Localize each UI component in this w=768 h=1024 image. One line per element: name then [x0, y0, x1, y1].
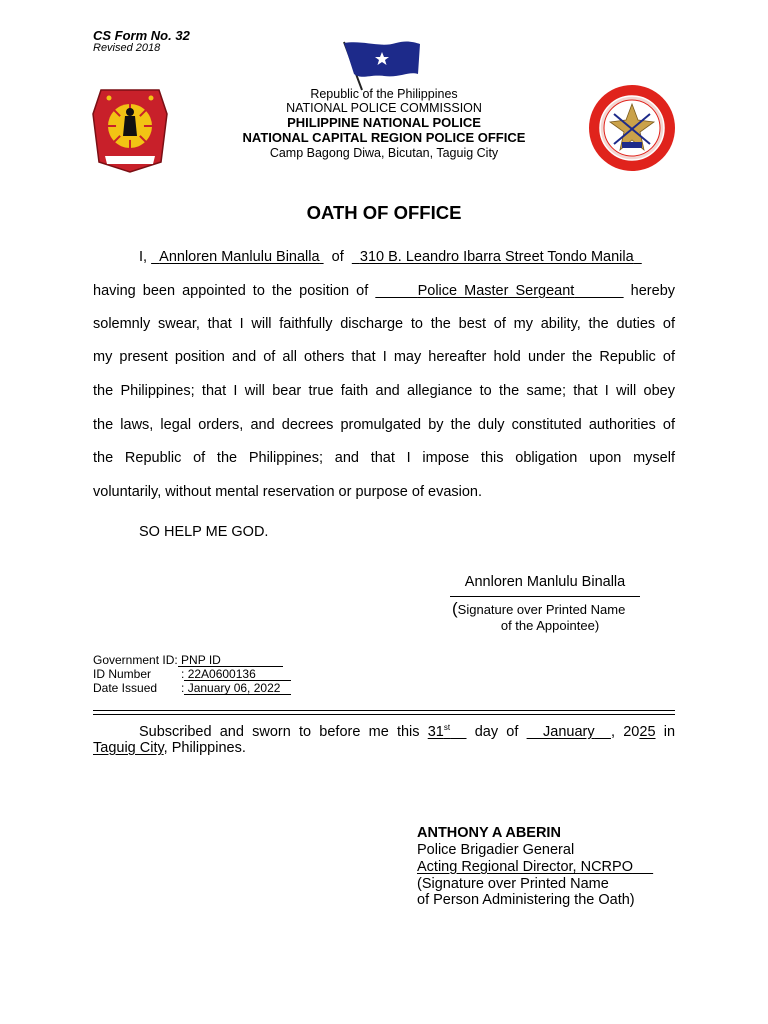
subscription-day-field: 31st	[427, 723, 451, 740]
administrator-rank: Police Brigadier General	[417, 842, 575, 858]
page-title: OATH OF OFFICE	[306, 202, 462, 223]
oath-closing: SO HELP ME GOD.	[139, 524, 269, 540]
flag-icon	[338, 38, 424, 92]
divider-bottom	[93, 714, 675, 715]
id-number-label: ID Number	[93, 667, 152, 681]
oath-line-6: the laws, legal orders, and decrees promulgated by the duly constituted authorities of	[93, 417, 675, 433]
appointee-signature-caption: (Signature over Printed Name	[452, 599, 626, 618]
id-number-value: 22A0600136	[184, 668, 291, 681]
oath-line-4: my present position and of all others that I may hereafter hold under the Republic of	[93, 349, 675, 365]
position-field: Police Master Sergeant	[417, 283, 575, 299]
date-issued-row: Date Issued : January 06, 2022	[93, 681, 291, 695]
form-revision: Revised 2018	[93, 42, 161, 54]
subscription-city-field: Taguig City	[93, 740, 164, 756]
oath-line-7: the Republic of the Philippines; and that I impose this obligation upon myself	[93, 450, 675, 466]
form-number: CS Form No. 32	[93, 28, 190, 43]
subscription-line-2: Taguig City, Philippines.	[93, 740, 246, 756]
pnp-logo	[91, 84, 169, 174]
divider-top	[93, 710, 675, 711]
government-id-label: Government ID:	[93, 653, 178, 667]
administrator-position: Acting Regional Director, NCRPO	[417, 859, 633, 875]
oath-line-1	[139, 249, 642, 265]
oath-line-3: solemnly swear, that I will faithfully discharge to the best of my ability, the duties of	[93, 316, 675, 332]
oath-prefix: I,	[139, 249, 148, 265]
government-id-row	[93, 653, 283, 667]
appointee-signature-caption-2: of the Appointee)	[500, 618, 600, 633]
appointee-address-field: 310 B. Leandro Ibarra Street Tondo Manila	[359, 249, 634, 265]
administrator-name: ANTHONY A ABERIN	[417, 825, 561, 841]
government-id-value: PNP ID	[178, 654, 283, 667]
oath-line-5: the Philippines; that I will bear true faith and allegiance to the same; that I will obey	[93, 383, 675, 399]
header-address: Camp Bagong Diwa, Bicutan, Taguig City	[269, 146, 499, 160]
subscription-month-field: January	[543, 724, 595, 740]
oath-line-2: having been appointed to the position of Police Master Sergeant hereby	[93, 283, 676, 299]
appointee-signature-name: Annloren Manlulu Binalla	[464, 574, 626, 590]
id-number-row: ID Number : 22A0600136	[93, 667, 291, 681]
ncrpo-logo	[584, 84, 680, 172]
subscription-line-1: Subscribed and sworn to before me this 31st day of January , 2025 in	[139, 723, 676, 740]
oath-of: of	[331, 249, 344, 265]
oath-line-8: voluntarily, without mental reservation or purpose of evasion.	[93, 484, 483, 500]
header-napolcom: NATIONAL POLICE COMMISSION	[286, 101, 482, 115]
header-republic: Republic of the Philippines	[310, 87, 458, 101]
date-issued-label: Date Issued	[93, 681, 158, 695]
administrator-caption: (Signature over Printed Name	[417, 876, 609, 892]
header-pnp: PHILIPPINE NATIONAL POLICE	[287, 115, 481, 130]
subscription-year-field: 25	[639, 724, 656, 740]
date-issued-value: January 06, 2022	[184, 682, 291, 695]
header-ncrpo: NATIONAL CAPITAL REGION POLICE OFFICE	[242, 130, 526, 145]
appointee-signature-line	[450, 596, 640, 597]
appointee-name-field: Annloren Manlulu Binalla	[159, 249, 320, 265]
administrator-caption-2: of Person Administering the Oath)	[417, 892, 635, 908]
